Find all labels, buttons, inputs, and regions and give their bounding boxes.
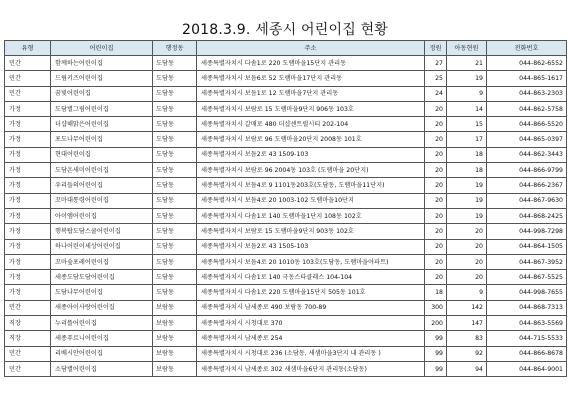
cell-address: 세종특별자치시 남세종로 254 xyxy=(197,331,425,346)
cell-current: 19 xyxy=(447,193,487,208)
cell-name: 더샵해맑은어린이집 xyxy=(51,117,153,132)
cell-address: 세종특별자치시 보듬4로 20 1010동 103호(도담동, 도램마을아파트) xyxy=(197,254,425,269)
cell-dong: 도담동 xyxy=(153,86,197,101)
cell-address: 세종특별자치시 다솜1로 140 도램마을1단지 108동 102호 xyxy=(197,208,425,223)
table-row xyxy=(5,224,567,239)
cell-address: 세종특별자치시 보듬2로 43 1509-103 xyxy=(197,147,425,162)
cell-name: 드림키즈어린이집 xyxy=(51,71,153,86)
cell-phone: 044-866-8678 xyxy=(487,346,567,361)
cell-capacity: 300 xyxy=(425,300,447,315)
table-row xyxy=(5,147,567,162)
cell-dong: 도담동 xyxy=(153,208,197,223)
cell-name: 아이엠어린이집 xyxy=(51,208,153,223)
table-row xyxy=(5,71,567,86)
cell-current: 9 xyxy=(447,285,487,300)
cell-current: 21 xyxy=(447,56,487,71)
table-row xyxy=(5,239,567,254)
cell-phone: 044-998-7298 xyxy=(487,224,567,239)
cell-type: 민간 xyxy=(5,71,51,86)
table-row xyxy=(5,117,567,132)
cell-dong: 도담동 xyxy=(153,163,197,178)
cell-current: 20 xyxy=(447,239,487,254)
cell-current: 20 xyxy=(447,270,487,285)
cell-capacity: 20 xyxy=(425,101,447,116)
cell-type: 민간 xyxy=(5,361,51,376)
cell-type: 가정 xyxy=(5,285,51,300)
cell-current: 15 xyxy=(447,117,487,132)
cell-phone: 044-867-9630 xyxy=(487,193,567,208)
cell-phone: 044-865-0397 xyxy=(487,132,567,147)
cell-capacity: 99 xyxy=(425,331,447,346)
cell-dong: 보람동 xyxy=(153,361,197,376)
header-phone: 전화번호 xyxy=(487,41,567,56)
cell-name: 세종도담도담어린이집 xyxy=(51,270,153,285)
cell-capacity: 25 xyxy=(425,71,447,86)
cell-capacity: 20 xyxy=(425,117,447,132)
cell-dong: 도담동 xyxy=(153,147,197,162)
cell-capacity: 20 xyxy=(425,147,447,162)
cell-address: 세종특별자치시 보듬6로 52 도램마을17단지 관리동 xyxy=(197,71,425,86)
cell-capacity: 99 xyxy=(425,361,447,376)
cell-phone: 044-863-2303 xyxy=(487,86,567,101)
cell-address: 세종특별자치시 보람로 15 도램마을9단지 903동 102호 xyxy=(197,224,425,239)
cell-name: 누리뜰어린이집 xyxy=(51,316,153,331)
cell-current: 20 xyxy=(447,224,487,239)
table-row xyxy=(5,254,567,269)
cell-type: 가정 xyxy=(5,101,51,116)
cell-address: 세종특별자치시 보듬1로 12 도램마을7단지 관리동 xyxy=(197,86,425,101)
cell-type: 가정 xyxy=(5,239,51,254)
cell-dong: 도담동 xyxy=(153,101,197,116)
cell-type: 직장 xyxy=(5,316,51,331)
table-body xyxy=(5,56,567,377)
cell-name: 꼬마숲포레어린이집 xyxy=(51,254,153,269)
cell-name: 세종푸르니어린이집 xyxy=(51,331,153,346)
cell-current: 94 xyxy=(447,361,487,376)
cell-name: 꿈빛어린이집 xyxy=(51,86,153,101)
cell-type: 가정 xyxy=(5,254,51,269)
cell-dong: 도담동 xyxy=(153,178,197,193)
cell-address: 세종특별자치시 보람로 15 도램마을9단지 906동 103호 xyxy=(197,101,425,116)
table-row xyxy=(5,285,567,300)
cell-address: 세종특별자치시 보듬2로 43 1505-103 xyxy=(197,239,425,254)
cell-capacity: 99 xyxy=(425,346,447,361)
header-dong: 행정동 xyxy=(153,41,197,56)
cell-phone: 044-864-9001 xyxy=(487,361,567,376)
cell-phone: 044-862-5758 xyxy=(487,101,567,116)
cell-name: 도담온새미어린이집 xyxy=(51,163,153,178)
cell-phone: 044-866-9799 xyxy=(487,163,567,178)
cell-current: 19 xyxy=(447,71,487,86)
cell-current: 147 xyxy=(447,316,487,331)
cell-phone: 044-862-6552 xyxy=(487,56,567,71)
cell-type: 가정 xyxy=(5,224,51,239)
table-row xyxy=(5,56,567,71)
cell-type: 민간 xyxy=(5,86,51,101)
cell-current: 18 xyxy=(447,163,487,178)
cell-current: 83 xyxy=(447,331,487,346)
header-type: 유형 xyxy=(5,41,51,56)
cell-type: 가정 xyxy=(5,132,51,147)
cell-type: 가정 xyxy=(5,208,51,223)
table-row xyxy=(5,346,567,361)
cell-dong: 보람동 xyxy=(153,300,197,315)
cell-phone: 044-868-2425 xyxy=(487,208,567,223)
cell-capacity: 24 xyxy=(425,86,447,101)
cell-address: 세종특별자치시 시청대로 370 xyxy=(197,316,425,331)
cell-address: 세종특별자치시 다솜1로 220 도램마을15단지 관리동 xyxy=(197,56,425,71)
cell-capacity: 20 xyxy=(425,208,447,223)
cell-current: 17 xyxy=(447,132,487,147)
cell-dong: 보람동 xyxy=(153,346,197,361)
cell-capacity: 20 xyxy=(425,254,447,269)
cell-type: 직장 xyxy=(5,331,51,346)
cell-phone: 044-863-5569 xyxy=(487,316,567,331)
cell-dong: 도담동 xyxy=(153,71,197,86)
cell-name: 리베시안어린이집 xyxy=(51,346,153,361)
cell-current: 20 xyxy=(447,254,487,269)
cell-current: 19 xyxy=(447,208,487,223)
cell-capacity: 200 xyxy=(425,316,447,331)
cell-dong: 도담동 xyxy=(153,56,197,71)
cell-phone: 044-864-1505 xyxy=(487,239,567,254)
cell-address: 세종특별자치시 남세종로 490 보람동 700-89 xyxy=(197,300,425,315)
daycare-status-table xyxy=(4,40,567,377)
cell-dong: 도담동 xyxy=(153,193,197,208)
cell-type: 민간 xyxy=(5,300,51,315)
cell-dong: 보람동 xyxy=(153,316,197,331)
cell-type: 가정 xyxy=(5,193,51,208)
table-row xyxy=(5,270,567,285)
cell-dong: 도담동 xyxy=(153,117,197,132)
cell-type: 가정 xyxy=(5,117,51,132)
table-row xyxy=(5,316,567,331)
header-current: 아동현원 xyxy=(447,41,487,56)
cell-type: 민간 xyxy=(5,346,51,361)
cell-name: 포도나무어린이집 xyxy=(51,132,153,147)
cell-capacity: 20 xyxy=(425,239,447,254)
cell-capacity: 20 xyxy=(425,163,447,178)
cell-phone: 044-865-1617 xyxy=(487,71,567,86)
cell-name: 현대어린이집 xyxy=(51,147,153,162)
page-title: 2018.3.9. 세종시 어린이집 현황 xyxy=(181,22,389,38)
cell-phone: 044-715-5533 xyxy=(487,331,567,346)
cell-phone: 044-866-2367 xyxy=(487,178,567,193)
cell-phone: 044-862-3443 xyxy=(487,147,567,162)
cell-name: 꼬마대통령어린이집 xyxy=(51,193,153,208)
table-row xyxy=(5,300,567,315)
cell-dong: 도담동 xyxy=(153,239,197,254)
table-row xyxy=(5,163,567,178)
cell-dong: 도담동 xyxy=(153,132,197,147)
cell-type: 가정 xyxy=(5,178,51,193)
table-row xyxy=(5,208,567,223)
cell-phone: 044-868-7313 xyxy=(487,300,567,315)
cell-type: 민간 xyxy=(5,56,51,71)
table-row xyxy=(5,132,567,147)
cell-current: 92 xyxy=(447,346,487,361)
cell-address: 세종특별자치시 다솜1로 220 도램마을15단지 505동 101호 xyxy=(197,285,425,300)
cell-phone: 044-867-3952 xyxy=(487,254,567,269)
cell-address: 세종특별자치시 보람로 96 도램마을20단지 2008동 101호 xyxy=(197,132,425,147)
cell-name: 우리들의어린이집 xyxy=(51,178,153,193)
cell-name: 도담별그림어린이집 xyxy=(51,101,153,116)
table-row xyxy=(5,86,567,101)
cell-address: 세종특별자치시 다솜1로 140 극동스타클래스 104-104 xyxy=(197,270,425,285)
header-name: 어린이집 xyxy=(51,41,153,56)
cell-dong: 도담동 xyxy=(153,285,197,300)
cell-dong: 보람동 xyxy=(153,331,197,346)
cell-type: 가정 xyxy=(5,270,51,285)
header-capacity: 정원 xyxy=(425,41,447,56)
header-address: 주소 xyxy=(197,41,425,56)
cell-dong: 도담동 xyxy=(153,254,197,269)
cell-address: 세종특별자치시 보듬4로 20 1003-102 도램마을10단지 xyxy=(197,193,425,208)
cell-capacity: 20 xyxy=(425,178,447,193)
cell-name: 도담나무어린이집 xyxy=(51,285,153,300)
cell-phone: 044-867-5525 xyxy=(487,270,567,285)
cell-name: 하나어린이세상어린이집 xyxy=(51,239,153,254)
cell-name: 세종아이사랑어린이집 xyxy=(51,300,153,315)
cell-dong: 도담동 xyxy=(153,224,197,239)
cell-capacity: 20 xyxy=(425,270,447,285)
cell-name: 소담별어린이집 xyxy=(51,361,153,376)
cell-capacity: 20 xyxy=(425,193,447,208)
table-header-row xyxy=(5,41,567,56)
table-row xyxy=(5,101,567,116)
cell-capacity: 20 xyxy=(425,132,447,147)
table-row xyxy=(5,193,567,208)
cell-current: 18 xyxy=(447,147,487,162)
cell-address: 세종특별자치시 남세종로 302 새샘마을6단지 관리동(소담동) xyxy=(197,361,425,376)
cell-address: 세종특별자치시 보람로 96 2004동 103호 (도램마을 20단지) xyxy=(197,163,425,178)
cell-name: 행복탑도담스쿨어린이집 xyxy=(51,224,153,239)
cell-capacity: 18 xyxy=(425,285,447,300)
cell-address: 세종특별자치시 갈매로 480 더샵센트럴시티 202-104 xyxy=(197,117,425,132)
cell-current: 9 xyxy=(447,86,487,101)
cell-address: 세종특별자치시 시청대로 236 (소담동, 새샘마을3단지 내 관리동 ) xyxy=(197,346,425,361)
table-row xyxy=(5,361,567,376)
cell-capacity: 27 xyxy=(425,56,447,71)
cell-phone: 044-866-5520 xyxy=(487,117,567,132)
cell-phone: 044-998-7655 xyxy=(487,285,567,300)
cell-dong: 도담동 xyxy=(153,270,197,285)
table-row xyxy=(5,178,567,193)
cell-type: 가정 xyxy=(5,163,51,178)
table-row xyxy=(5,331,567,346)
cell-current: 19 xyxy=(447,178,487,193)
cell-current: 142 xyxy=(447,300,487,315)
cell-type: 가정 xyxy=(5,147,51,162)
cell-address: 세종특별자치시 보듬4로 9 1101동203호(도담동, 도램마을11단지) xyxy=(197,178,425,193)
cell-name: 함께하는어린이집 xyxy=(51,56,153,71)
cell-capacity: 20 xyxy=(425,224,447,239)
cell-current: 14 xyxy=(447,101,487,116)
